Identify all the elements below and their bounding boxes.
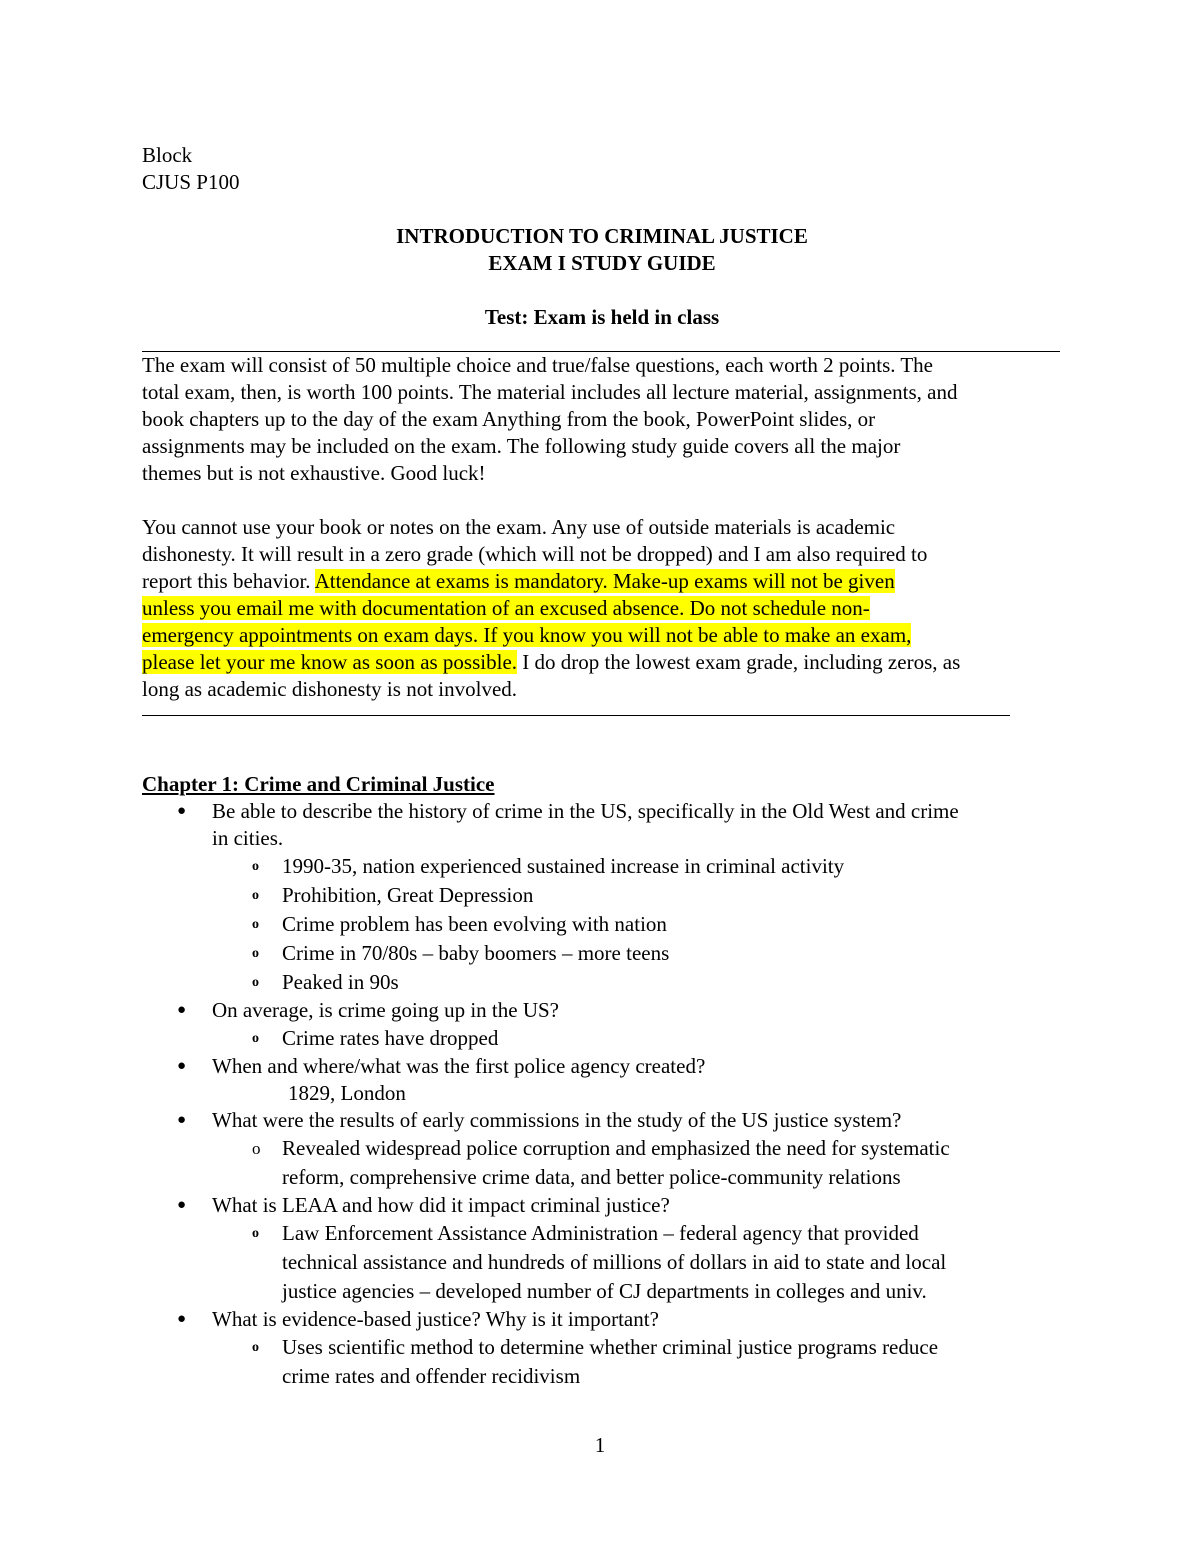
- exam-description: The exam will consist of 50 multiple choice and true/false questions, each worth 2 points. The total exam, then, is worth 100 points. The material includes all lecture material, assignments, and book chapters up to the day of the exam Anything from the book, PowerPoint slides, or assignments may be included on the exam. The following study guide covers all the major themes but is not exhaustive. Good luck!: [142, 353, 958, 485]
- highlighted-text: unless you email me with documentation of an excused absence. Do not schedule non-: [142, 596, 870, 620]
- circle-bullet-icon: o: [252, 859, 259, 874]
- author-name: Block: [142, 143, 193, 167]
- circle-bullet-icon: o: [252, 1139, 261, 1158]
- list-item: o Peaked in 90s: [212, 968, 1062, 997]
- list-item: o Prohibition, Great Depression: [212, 881, 1062, 910]
- circle-bullet-icon: o: [252, 888, 259, 903]
- answer-list: [212, 852, 1062, 997]
- list-item: ● When and where/what was the first police agency created? 1829, London: [142, 1053, 1062, 1107]
- exam-policy: You cannot use your book or notes on the exam. Any use of outside materials is academic dishonesty. It will result in a zero grade (which will not be dropped) and I am also required to report this behavior. Attendance at exams is mandatory. Make-up exams will not be given unless you email me with documentation of an excused absence. Do not schedule non- emergency appointments on exam days. If you know you will not be able to make an exam, please let your me know as soon as possible. I do drop the lowest exam grade, including zeros, as long as academic dishonesty is not involved.: [142, 515, 961, 701]
- answer-text: 1829, London: [288, 1081, 406, 1105]
- question-list: [142, 798, 1062, 1391]
- document-title: INTRODUCTION TO CRIMINAL JUSTICE: [396, 224, 808, 248]
- circle-bullet-icon: o: [252, 1031, 259, 1046]
- answer-list: [212, 1333, 1062, 1391]
- highlighted-text: Attendance at exams is mandatory. Make-up exams will not be given: [314, 569, 895, 593]
- bullet-icon: ●: [177, 1311, 187, 1327]
- list-item: o Uses scientific method to determine whether criminal justice programs reduce crime rates and offender recidivism: [252, 1335, 939, 1388]
- list-item: ● What is evidence-based justice? Why is it important? o Uses scientific method to determine whether criminal justice programs reduce crime rates and offender recidivism: [142, 1306, 1062, 1391]
- bullet-icon: ●: [177, 1197, 187, 1213]
- list-item: ● On average, is crime going up in the US? o Crime rates have dropped: [142, 997, 1062, 1053]
- list-item: o Crime rates have dropped: [212, 1024, 1062, 1053]
- page-number: 1: [594, 1433, 606, 1457]
- list-item: o Law Enforcement Assistance Administration – federal agency that provided technical assistance and hundreds of millions of dollars in aid to state and local justice agencies – developed number of CJ departments in colleges and univ.: [252, 1221, 947, 1303]
- list-item: ● What were the results of early commissions in the study of the US justice system? o Revealed widespread police corruption and emphasized the need for systematic reform, comprehensive crime data, and better police-community relations: [142, 1107, 1062, 1192]
- list-item: ● Be able to describe the history of crime in the US, specifically in the Old West and crime in cities. o 1990-35, nation experienced sustained increase in criminal activity o Prohibition, Great Depression o Crime problem has been evolving with nation o Crime in 70/80s – baby boomers – more teens o Peaked in 90s: [142, 798, 1062, 997]
- bottom-divider: [142, 703, 1010, 716]
- course-code: CJUS P100: [142, 170, 240, 194]
- answer-list: [212, 1134, 1062, 1192]
- answer-list: [212, 1219, 1062, 1306]
- answer-list: [212, 1024, 1062, 1053]
- circle-bullet-icon: o: [252, 946, 259, 961]
- list-item: o 1990-35, nation experienced sustained increase in criminal activity: [212, 852, 1062, 881]
- document-subtitle: EXAM I STUDY GUIDE: [488, 251, 716, 275]
- list-item: o Crime problem has been evolving with nation: [212, 910, 1062, 939]
- list-item: o Crime in 70/80s – baby boomers – more teens: [212, 939, 1062, 968]
- document-page: [142, 142, 1062, 1391]
- circle-bullet-icon: o: [252, 1226, 259, 1241]
- top-divider: [142, 331, 1060, 352]
- list-item: o Revealed widespread police corruption and emphasized the need for systematic reform, comprehensive crime data, and better police-community relations: [252, 1136, 950, 1189]
- bullet-icon: ●: [177, 803, 187, 819]
- test-info: Test: Exam is held in class: [484, 305, 720, 329]
- bullet-icon: ●: [177, 1112, 187, 1128]
- circle-bullet-icon: o: [252, 1340, 259, 1355]
- circle-bullet-icon: o: [252, 917, 259, 932]
- chapter-heading: Chapter 1: Crime and Criminal Justice: [142, 772, 495, 796]
- highlighted-text: please let your me know as soon as possible.: [142, 650, 518, 674]
- bullet-icon: ●: [177, 1002, 187, 1018]
- highlighted-text: emergency appointments on exam days. If you know you will not be able to make an exam,: [142, 623, 912, 647]
- bullet-icon: ●: [177, 1058, 187, 1074]
- circle-bullet-icon: o: [252, 975, 259, 990]
- list-item: ● What is LEAA and how did it impact criminal justice? o Law Enforcement Assistance Administration – federal agency that provided technical assistance and hundreds of millions of dollars in aid to state and local justice agencies – developed number of CJ departments in colleges and univ.: [142, 1192, 1062, 1306]
